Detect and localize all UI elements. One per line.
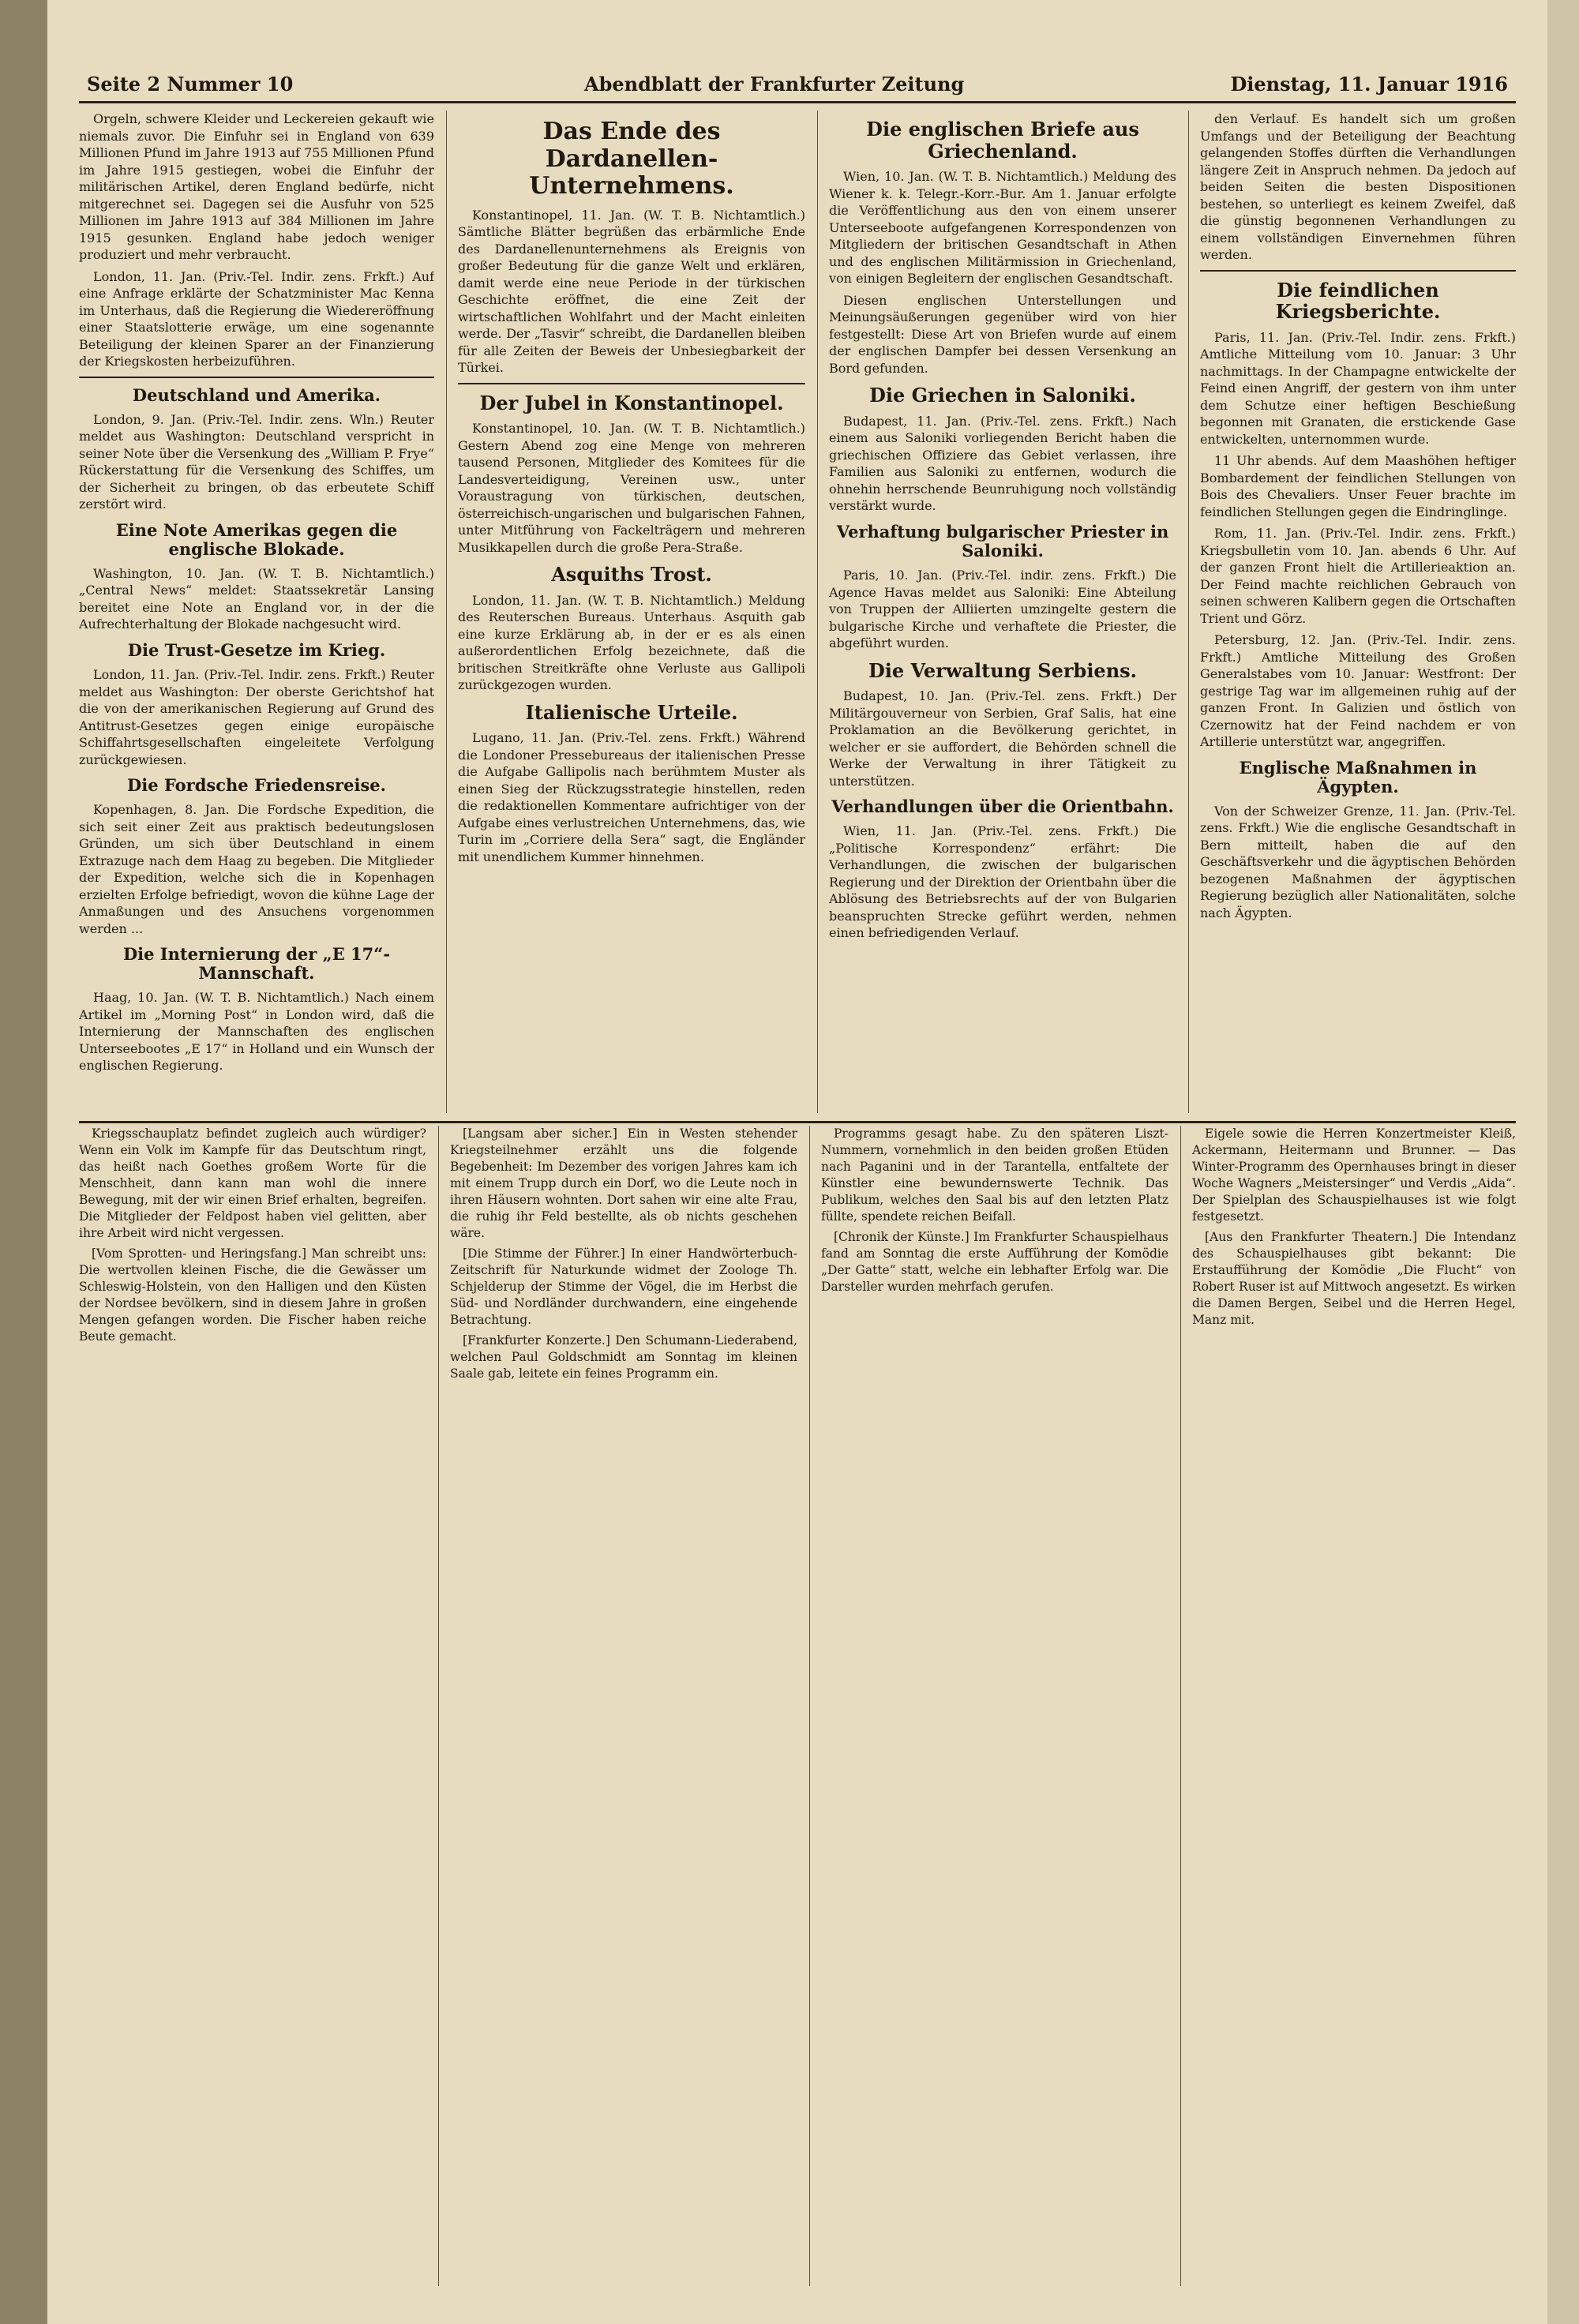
- article-heading: Die Internierung der „E 17“-Mannschaft.: [122, 944, 391, 984]
- article-text: Paris, 11. Jan. (Priv.-Tel. Indir. zens. Frkft.) Amtliche Mitteilung vom 10. Januar: 3 Uhr nachmittags. In der Champagne entwickelte der Feind einen Angriff, der gestern von ihm unter dem Schutze einer heftigen Beschießung begonnen mit Granaten, die erstickende Gase entwickelten, unternommen wurde.: [1200, 329, 1516, 447]
- column-divider: [1188, 111, 1189, 1113]
- column-3: [829, 111, 1176, 1113]
- article-text: London, 11. Jan. (Priv.-Tel. Indir. zens. Frkft.) Auf eine Anfrage erklärte der Schatzminister Mac Kenna im Unterhaus, daß die Regierung die Wiedereröffnung einer Staatslotterie erwäge, um eine sogenannte Beteiligung der kleinen Sparer an der Finanzierung der Kriegskosten herbeizuführen.: [79, 268, 434, 369]
- article-heading: Deutschland und Amerika.: [132, 384, 381, 405]
- article-text: Von der Schweizer Grenze, 11. Jan. (Priv.-Tel. zens. Frkft.) Wie die englische Gesandtschaft in Bern mitteilt, haben die auf den Geschäftsverkehr und die ägyptischen Behörden bezogenen Maßnahmen der ägyptischen Regierung bezüglich aller Nationalitäten, solche nach Ägypten.: [1200, 803, 1516, 920]
- article-heading: Die Griechen in Saloniki.: [869, 384, 1136, 407]
- article-heading: Italienische Urteile.: [525, 700, 738, 724]
- article-text: Orgeln, schwere Kleider und Leckereien gekauft wie niemals zuvor. Die Einfuhr sei in England von 639 Millionen Pfund im Jahre 1913 auf 755 Millionen Pfund im Jahre 1915 gestiegen, wobei die Einfuhr der militärischen Artikel, deren England bedürfe, nicht mitgerechnet sei. Dagegen sei die Ausfuhr von 525 Millionen im Jahre 1913 auf 384 Millionen im Jahre 1915 gesunken. England habe jedoch weniger produziert und mehr verbraucht.: [79, 111, 434, 262]
- article-heading: Die Verwaltung Serbiens.: [868, 658, 1138, 682]
- article-text: den Verlauf. Es handelt sich um großen Umfangs und der Beteiligung der Beachtung gelangenden Stoffes dürften die Verhandlungen längere Zeit in Anspruch nehmen. Da jedoch auf beiden Seiten die besten Dispositionen bestehen, so unterliegt es keinem Zweifel, daß die günstig begonnenen Verhandlungen zu einem vollständigen Einvernehmen führen werden.: [1200, 111, 1516, 262]
- feuilleton-column-4: [1192, 1126, 1516, 2286]
- page-number: Seite 2 Nummer 10: [87, 73, 294, 96]
- feuilleton-divider: [79, 1121, 1516, 1123]
- article-heading: Englische Maßnahmen in Ägypten.: [1239, 757, 1477, 797]
- column-divider: [817, 111, 818, 1113]
- divider: [458, 383, 805, 384]
- feuilleton-column-3: [821, 1126, 1168, 2286]
- article-text: London, 11. Jan. (W. T. B. Nichtamtlich.) Meldung des Reuterschen Bureaus. Unterhaus. Asquith gab eine kurze Erklärung ab, in der er es als einen außerordentlichen Erfolg bezeichnete, daß die britischen Streitkräfte ohne Verluste aus Gallipoli zurückgezogen wurden.: [458, 592, 805, 693]
- feuilleton-text: [Langsam aber sicher.] Ein in Westen stehender Kriegsteilnehmer erzählt uns die folgende Begebenheit: Im Dezember des vorigen Jahres kam ich mit einem Trupp durch ein Dorf, wo die Leute noch in ihren Häusern wohnten. Dort sahen wir eine alte Frau, die ruhig ihr Feld bestellte, als ob nichts geschehen wäre.: [450, 1126, 797, 1240]
- column-divider: [1180, 1126, 1181, 2286]
- article-heading: Die Fordsche Friedensreise.: [127, 775, 386, 796]
- article-heading: Eine Note Amerikas gegen die englische Blokade.: [115, 519, 398, 559]
- feuilleton-column-2: [450, 1126, 797, 2286]
- feuilleton-text: Programms gesagt habe. Zu den späteren Liszt-Nummern, vornehmlich in den beiden großen Etüden nach Paganini und in der Tarantella, entfaltete der Künstler eine bewundernswerte Technik. Das Publikum, welches den Saal bis auf den letzten Platz füllte, spendete reichen Beifall.: [821, 1126, 1168, 1224]
- article-text: Budapest, 10. Jan. (Priv.-Tel. zens. Frkft.) Der Militärgouverneur von Serbien, Graf Salis, hat eine Proklamation an die Bevölkerung gerichtet, in welcher er sie auffordert, die Behörden schnell die Werke der Verwaltung in ihrer Tätigkeit zu unterstützen.: [829, 688, 1176, 789]
- article-heading: Der Jubel in Konstantinopel.: [479, 391, 784, 414]
- article-text: Lugano, 11. Jan. (Priv.-Tel. zens. Frkft.) Während die Londoner Pressebureaus der italienischen Presse die Aufgabe Gallipolis nach berühmtem Muster als einen Sieg der Rückzugsstrategie hinstellen, reden die redaktionellen Kommentare aufrichtiger von der Aufgabe eines verlustreichen Unternehmens, das, wie Turin im „Corriere della Sera“ sagt, die Engländer mit unendlichem Kummer hinnehmen.: [458, 730, 805, 864]
- article-text: Washington, 10. Jan. (W. T. B. Nichtamtlich.) „Central News“ meldet: Staatssekretär Lansing bereitet eine Note an England vor, in der die Aufrechterhaltung der Blokade nachgesucht wird.: [79, 565, 434, 632]
- column-divider: [446, 111, 447, 1113]
- column-2: [458, 111, 805, 1113]
- divider: [1200, 270, 1516, 272]
- feuilleton-text: [Chronik der Künste.] Im Frankfurter Schauspielhaus fand am Sonntag die erste Aufführung der Komödie „Der Gatte“ statt, welche ein lebhafter Erfolg war. Die Darsteller wurden mehrfach gerufen.: [821, 1230, 1168, 1294]
- issue-date: Dienstag, 11. Januar 1916: [1230, 73, 1508, 96]
- article-heading: Verhandlungen über die Orientbahn.: [831, 797, 1174, 817]
- article-text: Konstantinopel, 11. Jan. (W. T. B. Nichtamtlich.) Sämtliche Blätter begrüßen das erbärmliche Ende des Dardanellenunternehmens als Ereignis von großer Bedeutung für die ganze Welt und erklären, damit werde eine neue Periode in der türkischen Geschichte eröffnet, die eine Zeit der wirtschaftlichen Wohlfahrt und der Macht einleiten werde. Der „Tasvir“ schreibt, die Dardanellen bleiben für alle Zeiten der Beweis der Unbesiegbarkeit der Türkei.: [458, 207, 805, 375]
- column-divider: [438, 1126, 439, 2286]
- column-divider: [809, 1126, 810, 2286]
- feuilleton-text: [Frankfurter Konzerte.] Den Schumann-Liederabend, welchen Paul Goldschmidt am Sonntag im kleinen Saale gab, leitete ein feines Programm ein.: [450, 1333, 797, 1381]
- article-heading: Die Trust-Gesetze im Krieg.: [127, 639, 386, 660]
- article-heading: Verhaftung bulgarischer Priester in Saloniki.: [836, 521, 1169, 560]
- article-heading: Asquiths Trost.: [551, 563, 712, 587]
- divider: [79, 377, 434, 378]
- feuilleton-column-1: [79, 1126, 426, 2286]
- article-text: Petersburg, 12. Jan. (Priv.-Tel. Indir. zens. Frkft.) Amtliche Mitteilung des Großen Generalstabes vom 10. Januar: Westfront: Der gestrige Tag war im allgemeinen ruhig auf der ganzen Front. In Galizien und östlich von Czernowitz hat der Feind nachdem er von Artillerie unterstützt war, angegriffen.: [1200, 632, 1516, 750]
- book-binding: [0, 0, 47, 2324]
- article-text: Wien, 11. Jan. (Priv.-Tel. zens. Frkft.) Die „Politische Korrespondenz“ erfährt: Die Verhandlungen, die zwischen der bulgarischen Regierung und der Direktion der Orientbahn über die Ablösung des Betriebsrechts auf der von Bulgarien beanspruchten Strecke geführt werden, nehmen einen befriedigenden Verlauf.: [829, 823, 1176, 941]
- lead-headline: Das Ende des Dardanellen-Unternehmens.: [529, 118, 734, 200]
- feuilleton-text: [Die Stimme der Führer.] In einer Handwörterbuch-Zeitschrift für Naturkunde widmet der Zoologe Th. Schjelderup der Stimme der Vögel, die im Herbst die Süd- und Nordländer durchwandern, eine eingehende Betrachtung.: [450, 1246, 797, 1327]
- article-text: Budapest, 11. Jan. (Priv.-Tel. zens. Frkft.) Nach einem aus Saloniki vorliegenden Bericht haben die griechischen Offiziere das Gebiet verlassen, ihre Familien aus Saloniki zu entfernen, wodurch die ohnehin herrschende Beunruhigung noch vollständig verstärkt wurde.: [829, 413, 1176, 514]
- feuilleton-text: Eigele sowie die Herren Konzertmeister Kleiß, Ackermann, Heitermann und Brunner. — Das Winter-Programm des Opernhauses bringt in dieser Woche Wagners „Meistersinger“ und Verdis „Aida“. Der Spielplan des Schauspielhauses ist wie folgt festgesetzt.: [1192, 1126, 1516, 1224]
- article-text: Wien, 10. Jan. (W. T. B. Nichtamtlich.) Meldung des Wiener k. k. Telegr.-Korr.-Bur. Am 1. Januar erfolgte die Veröffentlichung aus den von einem unserer Unterseeboote aufgefangenen Korrespondenzen von Mitgliedern der britischen Gesandtschaft in Athen und des englischen Militärmission in Griechenland, von einigen Begleitern der englischen Gesandtschaft.: [829, 169, 1176, 287]
- article-heading: Die feindlichen Kriegsberichte.: [1275, 278, 1441, 324]
- masthead: Abendblatt der Frankfurter Zeitung: [584, 73, 965, 96]
- column-1: [79, 111, 434, 1113]
- article-text: Konstantinopel, 10. Jan. (W. T. B. Nichtamtlich.) Gestern Abend zog eine Menge von mehreren tausend Personen, Mitglieder des Komitees für die Landesverteidigung, Vereinen usw., unter Voraustragung von türkischen, deutschen, österreichisch-ungarischen und bulgarischen Fahnen, unter Mitführung von Fackelträgern und mehreren Musikkapellen durch die große Pera-Straße.: [458, 421, 805, 555]
- article-text: Kopenhagen, 8. Jan. Die Fordsche Expedition, die sich seit einer Zeit aus praktisch bedeutungslosen Gründen, um sich über Deutschland in einem Extrazuge nach dem Haag zu begeben. Die Mitglieder der Expedition, welche sich die in Kopenhagen erzielten Erfolge befriedigt, wovon die kühne Lage der Anmaßungen und des Ansuchens vorgenommen werden ...: [79, 802, 434, 936]
- feuilleton-text: [Aus den Frankfurter Theatern.] Die Intendanz des Schauspielhauses gibt bekannt: Die Erstaufführung der Komödie „Die Flucht“ von Robert Ruser ist auf Mittwoch angesetzt. Es wirken die Damen Bergen, Seibel und die Herren Hegel, Manz mit.: [1192, 1230, 1516, 1327]
- feuilleton-text: Kriegsschauplatz befindet zugleich auch würdiger? Wenn ein Volk im Kampfe für das Deutschtum ringt, das heißt nach Goethes großem Worte für die Menschheit, dann kann man wohl die innere Bewegung, mit der wir einen Brief erhalten, begreifen. Die Mitglieder der Feldpost haben viel gelitten, aber ihre Arbeit wird nicht vergessen.: [79, 1126, 426, 1240]
- page-header: [79, 69, 1516, 103]
- article-text: London, 9. Jan. (Priv.-Tel. Indir. zens. Wln.) Reuter meldet aus Washington: Deutschland verspricht in seiner Note über die Versenkung des „William P. Frye“ Rückerstattung für die Versenkung des Schiffes, um der Sicherheit zu bringen, ob das erbeutete Schiff zerstört wird.: [79, 411, 434, 512]
- column-4: [1200, 111, 1516, 1113]
- feuilleton-text: [Vom Sprotten- und Heringsfang.] Man schreibt uns: Die wertvollen kleinen Fische, die die Gewässer um Schleswig-Holstein, von den Halligen und den Küsten der Nordsee bevölkern, sind in diesem Jahre in großen Mengen gefangen worden. Die Fischer haben reiche Beute gemacht.: [79, 1246, 426, 1344]
- article-text: Haag, 10. Jan. (W. T. B. Nichtamtlich.) Nach einem Artikel im „Morning Post“ in London wird, daß die Internierung der Mannschaften des englischen Unterseebootes „E 17“ in Holland und ein Wunsch der englischen Regierung.: [79, 990, 434, 1074]
- article-text: Paris, 10. Jan. (Priv.-Tel. indir. zens. Frkft.) Die Agence Havas meldet aus Saloniki: Eine Abteilung von Truppen der Alliierten umzingelte gestern die bulgarische Kirche und verhaftete die Priester, die abgeführt wurden.: [829, 568, 1176, 651]
- article-heading: Die englischen Briefe aus Griechenland.: [866, 118, 1139, 163]
- article-text: Diesen englischen Unterstellungen und Meinungsäußerungen gegenüber wird von hier festgestellt: Diese Art von Briefen wurde auf einem der englischen Dampfer bei dessen Versenkung an Bord gefunden.: [829, 292, 1176, 376]
- article-text: 11 Uhr abends. Auf dem Maashöhen heftiger Bombardement der feindlichen Stellungen von Bois des Chevaliers. Unser Feuer brachte im feindlichen Stellungen gegen die Eindringlinge.: [1200, 453, 1516, 519]
- article-text: London, 11. Jan. (Priv.-Tel. Indir. zens. Frkft.) Reuter meldet aus Washington: Der oberste Gerichtshof hat die von der amerikanischen Regierung auf Grund des Antitrust-Gesetzes gegen einige europäische Schiffahrtsgesellschaften eingeleitete Verfolgung zurückgewiesen.: [79, 667, 434, 767]
- article-text: Rom, 11. Jan. (Priv.-Tel. Indir. zens. Frkft.) Kriegsbulletin vom 10. Jan. abends 6 Uhr. Auf der ganzen Front hielt die Artillerieaktion an. Der Feind machte reichlichen Gebrauch von seinen schweren Kalibern gegen die Ortschaften Trient und Görz.: [1200, 526, 1516, 626]
